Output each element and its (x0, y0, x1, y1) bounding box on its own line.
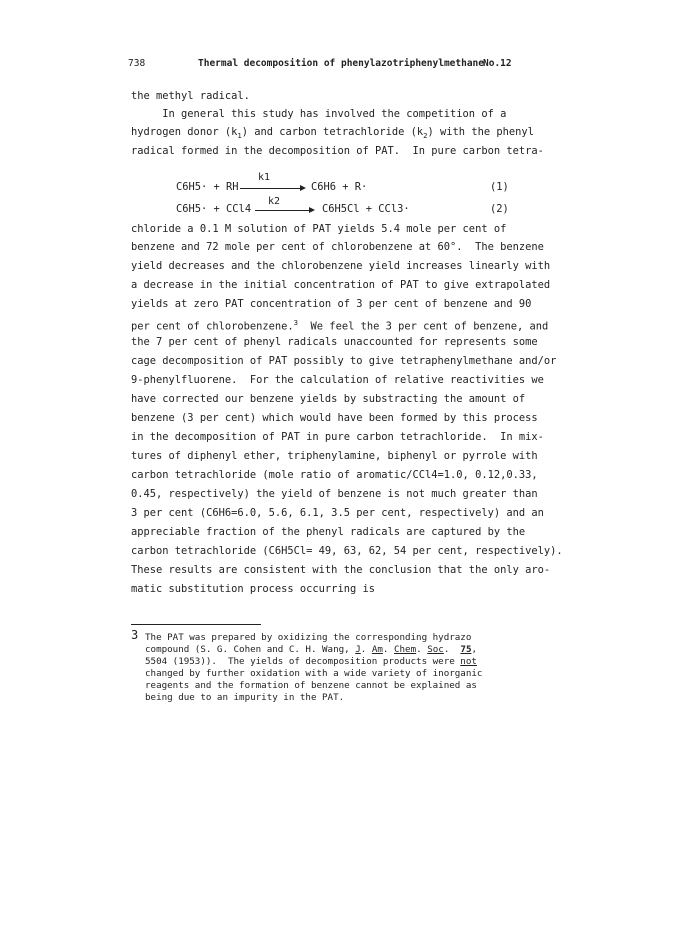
body-line: the methyl radical. (131, 90, 250, 102)
eq1-number: (1) (490, 181, 509, 193)
footnote-line: being due to an impurity in the PAT. (145, 692, 345, 703)
footnote-mark: 3 (131, 628, 139, 642)
running-title: Thermal decomposition of phenylazotriphenylmethane (198, 58, 484, 69)
body-line: benzene (3 per cent) which would have been formed by this process (131, 412, 538, 424)
footnote-line: changed by further oxidation with a wide variety of inorganic (145, 668, 483, 679)
body-line: chloride a 0.1 M solution of PAT yields 5.4 mole per cent of (131, 223, 507, 235)
reaction-arrow-icon (240, 188, 304, 189)
body-line: 0.45, respectively) the yield of benzene is not much greater than (131, 488, 538, 500)
reaction-arrow-icon (255, 210, 313, 211)
footnote-divider (131, 624, 261, 625)
body-line: carbon tetrachloride (C6H5Cl= 49, 63, 62, 54 per cent, respectively). (131, 545, 563, 557)
eq1-reactants: C6H5· + RH (176, 181, 239, 193)
body-line: radical formed in the decomposition of PAT. In pure carbon tetra- (131, 145, 544, 157)
body-line: cage decomposition of PAT possibly to give tetraphenylmethane and/or (131, 355, 557, 367)
body-line: hydrogen donor $(k_1)$ and carbon tetrachloride $(k_2)$ with the phenyl (131, 126, 534, 141)
body-line: carbon tetrachloride (mole ratio of aromatic/CCl4=1.0, 0.12,0.33, (131, 469, 538, 481)
body-line: In general this study has involved the competition of a (131, 108, 507, 120)
body-line: a decrease in the initial concentration of PAT to give extrapolated (131, 279, 551, 291)
issue-number: No.12 (483, 58, 512, 69)
body-line: per cent of chlorobenzene.$^3$ We feel the 3 per cent of benzene, and (131, 318, 549, 333)
eq2-products: C6H5Cl + CCl3· (322, 203, 410, 215)
eq2-number: (2) (490, 203, 509, 215)
body-line: These results are consistent with the conclusion that the only aro- (131, 564, 551, 576)
eq1-rate-constant: k1 (258, 172, 271, 183)
body-line: benzene and 72 mole per cent of chlorobenzene at 60°. The benzene (131, 241, 544, 253)
eq1-products: C6H6 + R· (311, 181, 368, 193)
footnote-ref: 3 (293, 318, 299, 327)
body-line: the 7 per cent of phenyl radicals unaccounted for represents some (131, 336, 538, 348)
body-line: in the decomposition of PAT in pure carbon tetrachloride. In mix- (131, 431, 544, 443)
body-line: have corrected our benzene yields by substracting the amount of (131, 393, 526, 405)
page-number: 738 (128, 58, 146, 69)
eq2-reactants: C6H5· + CCl4 (176, 203, 252, 215)
footnote-line: 5504 (1953)). The yields of decomposition products were not (145, 656, 477, 667)
body-line: tures of diphenyl ether, triphenylamine, biphenyl or pyrrole with (131, 450, 538, 462)
body-line: appreciable fraction of the phenyl radicals are captured by the (131, 526, 526, 538)
footnote-line: reagents and the formation of benzene cannot be explained as (145, 680, 477, 691)
body-line: matic substitution process occurring is (131, 583, 375, 595)
body-line: yields at zero PAT concentration of 3 per cent of benzene and 90 (131, 298, 532, 310)
footnote-line: The PAT was prepared by oxidizing the corresponding hydrazo (145, 632, 472, 643)
body-line: 9-phenylfluorene. For the calculation of relative reactivities we (131, 374, 544, 386)
body-line: yield decreases and the chlorobenzene yield increases linearly with (131, 260, 551, 272)
footnote-line: compound (S. G. Cohen and C. H. Wang, J. Am. Chem. Soc. 75, (145, 644, 478, 655)
body-line: 3 per cent (C6H6=6.0, 5.6, 6.1, 3.5 per cent, respectively) and an (131, 507, 544, 519)
eq2-rate-constant: k2 (268, 196, 281, 207)
